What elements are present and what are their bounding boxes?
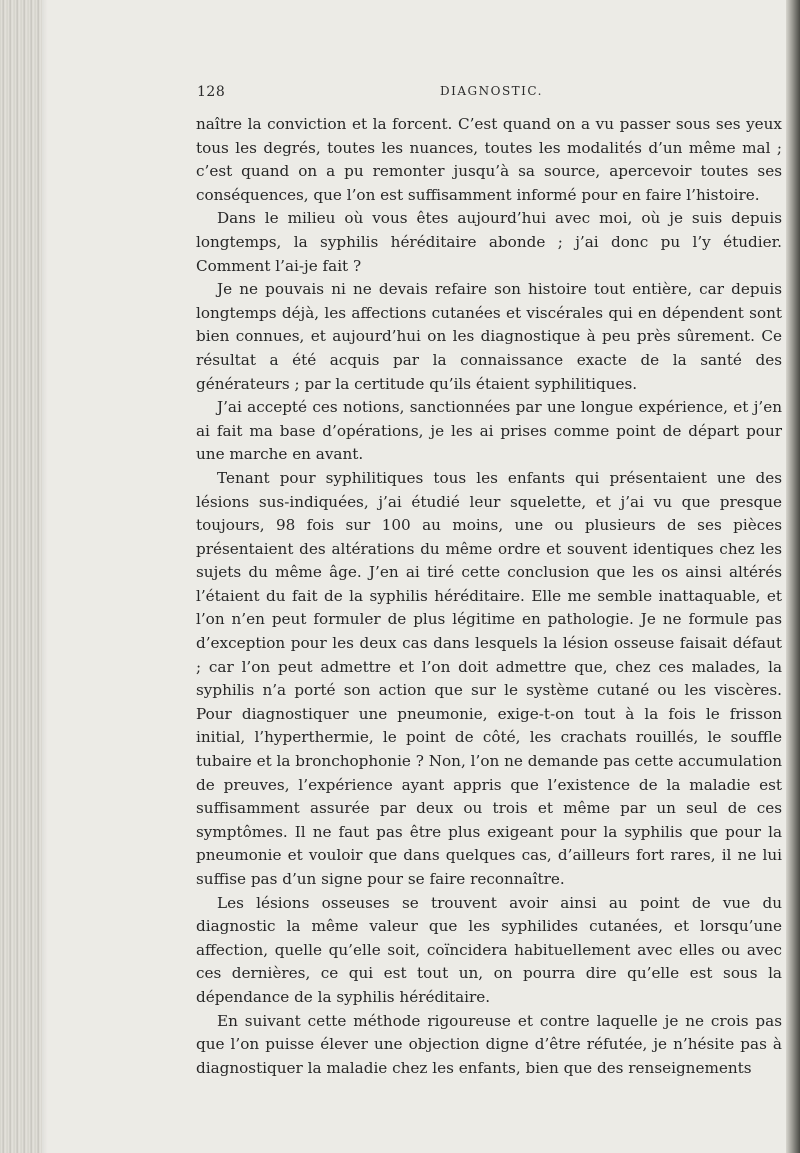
book-spine-edge bbox=[0, 0, 42, 1153]
paragraph: naître la conviction et la forcent. C’est quand on a vu passer sous ses yeux tous les degrés, toutes les nuances, toutes les modalités d’un même mal ; c’est quand on a pu remonter jusqu’à sa source, apercevoir toutes ses conséquences, que l’on est suffisamment informé pour en faire l’histoire. bbox=[196, 115, 782, 204]
page-header bbox=[197, 84, 782, 104]
paragraph: Les lésions osseuses se trouvent avoir ainsi au point de vue du diagnostic la même valeur que les syphilides cutanées, et lorsqu’une affection, quelle qu’elle soit, coïncidera habituellement avec elles ou avec ces dernières, ce qui est tout un, on pourra dire qu’elle est sous la dépendance de la syphilis héréditaire. bbox=[196, 893, 782, 1006]
running-title: DIAGNOSTIC. bbox=[440, 84, 543, 98]
page-number: 128 bbox=[197, 84, 226, 100]
paragraph: J’ai accepté ces notions, sanctionnées par une longue expérience, et j’en ai fait ma base d’opérations, je les ai prises comme point de départ pour une marche en avant. bbox=[196, 398, 782, 464]
paragraph: En suivant cette méthode rigoureuse et contre laquelle je ne crois pas que l’on puisse élever une objection digne d’être réfutée, je n’hésite pas à diagnostiquer la maladie chez les enfants, bien que des renseignements bbox=[196, 1011, 782, 1077]
paragraph: Je ne pouvais ni ne devais refaire son histoire tout entière, car depuis longtemps déjà, les affections cutanées et viscérales qui en dépendent sont bien connues, et aujourd’hui on les diagnostique à peu près sûrement. Ce résultat a été acquis par la connaissance exacte de la santé des générateurs ; par la certitude qu’ils étaient syphilitiques. bbox=[196, 280, 782, 393]
page-right-edge bbox=[786, 0, 800, 1153]
body-text bbox=[196, 113, 782, 1080]
paragraph: Tenant pour syphilitiques tous les enfants qui présentaient une des lésions sus-indiquées, j’ai étudié leur squelette, et j’ai vu que presque toujours, 98 fois sur 100 au moins, une ou plusieurs de ses pièces présentaient des altérations du même ordre et souvent identiques chez les sujets du même âge. J’en ai tiré cette conclusion que les os ainsi altérés l’étaient du fait de la syphilis héréditaire. Elle me semble inattaquable, et l’on n’en peut formuler de plus légitime en pathologie. Je ne formule pas d’exception pour les deux cas dans lesquels la lésion osseuse faisait défaut ; car l’on peut admettre et l’on doit admettre que, chez ces malades, la syphilis n’a porté son action que sur le système cutané ou les viscères. Pour diagnostiquer une pneumonie, exige-t-on tout à la fois le frisson initial, l’hyperthermie, le point de côté, les crachats rouillés, le souffle tubaire et la bronchophonie ? Non, l’on ne demande pas cette accumulation de preuves, l’expérience ayant appris que l’existence de la maladie est suffisamment assurée par deux ou trois et même par un seul de ces symptômes. Il ne faut pas être plus exigeant pour la syphilis que pour la pneumonie et vouloir que dans quelques cas, d’ailleurs fort rares, il ne lui suffise pas d’un signe pour se faire reconnaître. bbox=[196, 468, 782, 888]
paragraph: Dans le milieu où vous êtes aujourd’hui avec moi, où je suis depuis longtemps, la syphilis héréditaire abonde ; j’ai donc pu l’y étudier. Comment l’ai-je fait ? bbox=[196, 209, 782, 275]
